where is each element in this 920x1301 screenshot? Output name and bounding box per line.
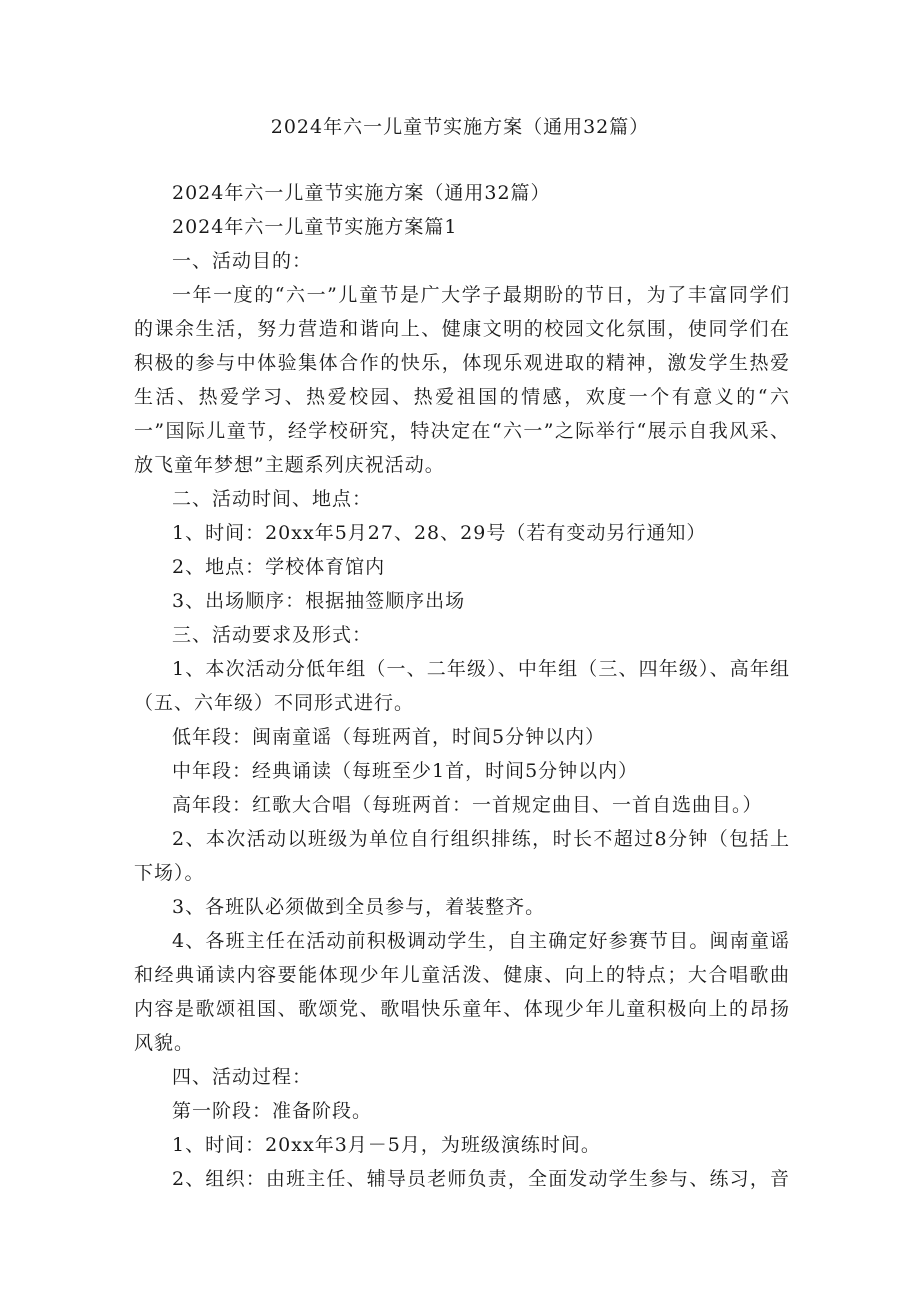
- section-heading: 四、活动过程：: [172, 1066, 313, 1088]
- document-body: [134, 176, 790, 1196]
- section-heading: 一、活动目的：: [172, 250, 313, 272]
- section-heading: 三、活动要求及形式：: [172, 624, 373, 646]
- paragraph: 中年段：经典诵读（每班至少1首，时间5分钟以内）: [172, 760, 639, 782]
- paragraph: 4、各班主任在活动前积极调动学生，自主确定好参赛节目。闽南童谣和经典诵读内容要能体现少年儿童活泼、健康、向上的特点；大合唱歌曲内容是歌颂祖国、歌颂党、歌唱快乐童年、体现少年儿童积极向上的昂扬风貌。: [134, 930, 790, 1054]
- paragraph: 2、组织：由班主任、辅导员老师负责，全面发动学生参与、练习，音: [172, 1168, 790, 1190]
- document-title: 2024年六一儿童节实施方案（通用32篇）: [270, 116, 650, 138]
- paragraph: 低年段：闽南童谣（每班两首，时间5分钟以内）: [172, 726, 606, 748]
- paragraph: 2024年六一儿童节实施方案（通用32篇）: [172, 182, 551, 204]
- section-heading: 二、活动时间、地点：: [172, 488, 373, 510]
- paragraph: 2、地点：学校体育馆内: [172, 556, 386, 578]
- paragraph: 2、本次活动以班级为单位自行组织排练，时长不超过8分钟（包括上下场）。: [134, 828, 790, 884]
- paragraph: 1、时间：20xx年3月－5月，为班级演练时间。: [172, 1134, 601, 1156]
- paragraph: 3、各班队必须做到全员参与，着装整齐。: [172, 896, 546, 918]
- paragraph: 3、出场顺序：根据抽签顺序出场: [172, 590, 466, 612]
- paragraph: 一年一度的“六一”儿童节是广大学子最期盼的节日，为了丰富同学们的课余生活，努力营造和谐向上、健康文明的校园文化氛围，使同学们在积极的参与中体验集体合作的快乐，体现乐观进取的精神，激发学生热爱生活、热爱学习、热爱校园、热爱祖国的情感，欢度一个有意义的“六一”国际儿童节，经学校研究，特决定在“六一”之际举行“展示自我风采、放飞童年梦想”主题系列庆祝活动。: [134, 284, 790, 476]
- paragraph: 1、本次活动分低年组（一、二年级）、中年组（三、四年级）、高年组（五、六年级）不同形式进行。: [134, 658, 790, 714]
- paragraph: 第一阶段：准备阶段。: [172, 1100, 373, 1122]
- paragraph: 高年段：红歌大合唱（每班两首：一首规定曲目、一首自选曲目。）: [172, 794, 763, 816]
- paragraph: 2024年六一儿童节实施方案篇1: [172, 216, 458, 238]
- paragraph: 1、时间：20xx年5月27、28、29号（若有变动另行通知）: [172, 522, 707, 544]
